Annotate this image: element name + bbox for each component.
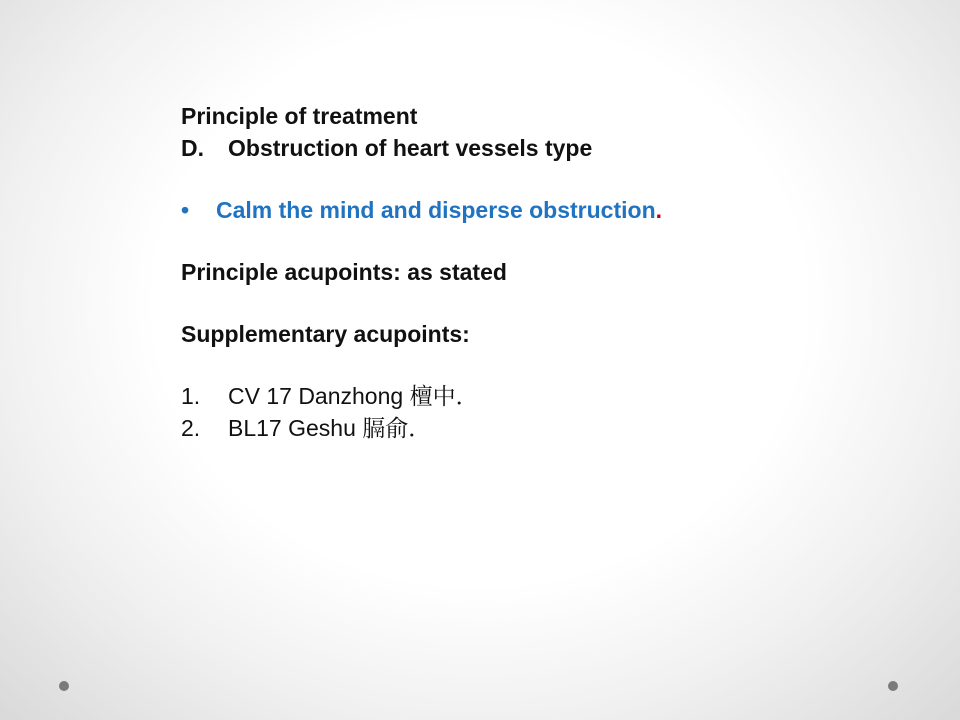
- acupoint-text: CV 17 Danzhong 檀中．: [228, 383, 479, 409]
- bullet-text: Calm the mind and disperse obstruction: [216, 197, 656, 223]
- acupoint-number: 2.: [181, 415, 201, 441]
- corner-dot-left: [59, 681, 69, 691]
- bullet-icon: •: [181, 197, 190, 223]
- acupoint-item-1: [181, 380, 662, 412]
- acupoint-item-2: [181, 412, 662, 444]
- subtitle: [181, 132, 662, 164]
- slide-title: Principle of treatment: [181, 103, 418, 129]
- acupoint-number: 1.: [181, 383, 201, 409]
- acupoint-text: BL17 Geshu 膈俞．: [228, 415, 432, 441]
- corner-dot-right: [888, 681, 898, 691]
- supplementary-heading: Supplementary acupoints:: [181, 321, 470, 347]
- subtitle-number: D.: [181, 135, 204, 161]
- bullet-period: .: [655, 197, 663, 223]
- slide-content: [181, 100, 662, 444]
- subtitle-text: Obstruction of heart vessels type: [228, 135, 593, 161]
- bullet-item: [181, 194, 662, 226]
- principle-acupoints: Principle acupoints: as stated: [181, 259, 507, 285]
